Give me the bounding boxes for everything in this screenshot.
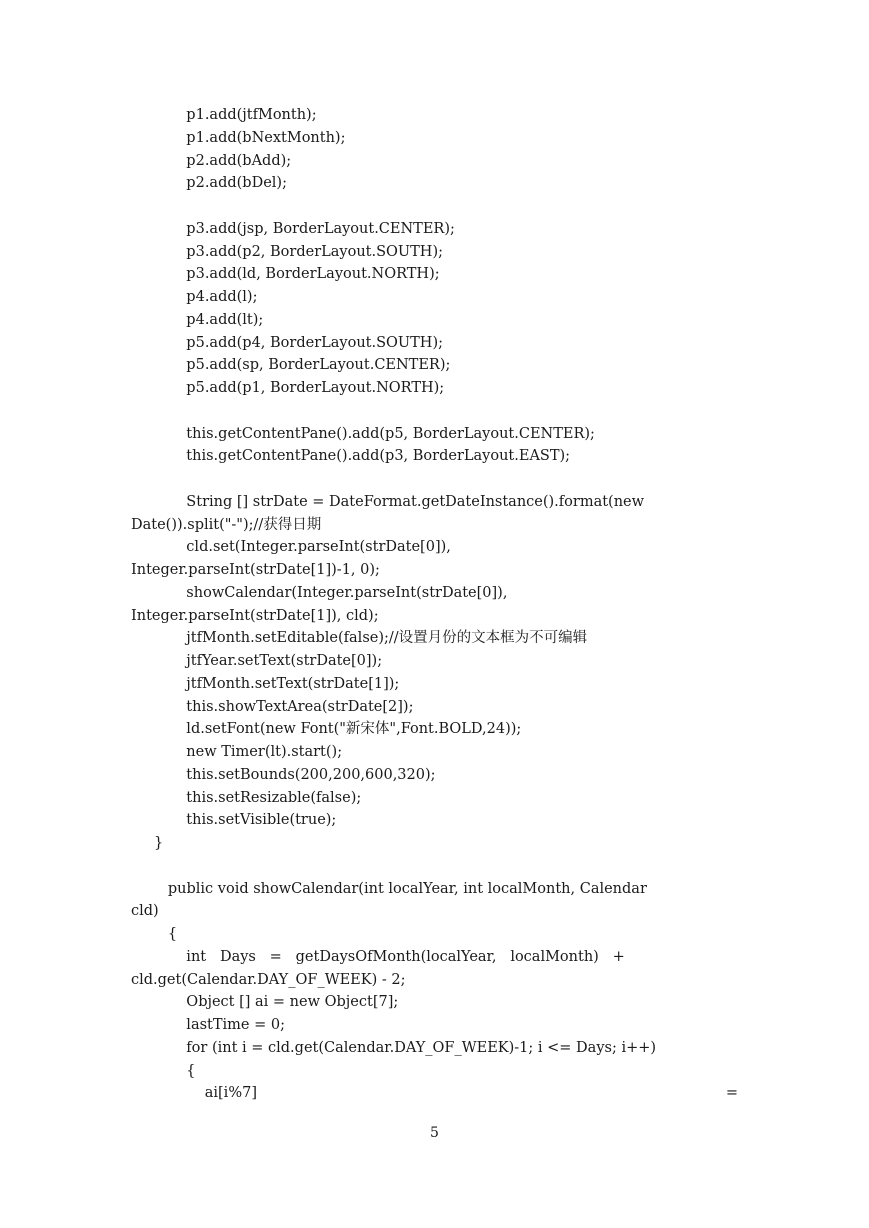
code-line: p2.add(bDel); [131,175,287,192]
code-line: Integer.parseInt(strDate[1]), cld); [131,607,379,624]
code-line: } [131,835,164,851]
code-line: this.setVisible(true); [131,812,337,829]
code-line: this.setResizable(false); [131,789,362,806]
code-line: Date()).split("-");//获得日期 [131,516,322,533]
code-line: p3.add(p2, BorderLayout.SOUTH); [131,243,443,260]
code-line: jtfMonth.setText(strDate[1]); [131,675,400,692]
code-line: p4.add(l); [131,289,258,305]
code-line [131,195,741,218]
code-line: jtfYear.setText(strDate[0]); [131,653,383,669]
code-line: this.showTextArea(strDate[2]); [131,698,414,715]
page-number: 5 [430,1125,439,1141]
code-line: this.setBounds(200,200,600,320); [131,766,436,783]
code-line: public void showCalendar(int localYear, int localMonth, Calendar [131,880,647,897]
code-line: int Days = getDaysOfMonth(localYear, localMonth) + [131,948,625,965]
code-line: p1.add(jtfMonth); [131,107,317,123]
code-line: for (int i = cld.get(Calendar.DAY_OF_WEEK)-1; i <= Days; i++) [131,1039,657,1056]
code-line: p3.add(ld, BorderLayout.NORTH); [131,266,440,283]
code-line-last-left: ai[i%7] [131,1085,257,1102]
code-line: p4.add(lt); [131,311,264,328]
code-line: { [131,926,178,942]
code-line-last [131,1082,738,1105]
code-line: cld) [131,903,159,920]
code-line [131,855,741,878]
code-block [131,104,741,1082]
code-line [131,400,741,423]
code-line: this.getContentPane().add(p3, BorderLayout.EAST); [131,448,571,465]
code-line: new Timer(lt).start(); [131,744,343,760]
code-line: ld.setFont(new Font("新宋体",Font.BOLD,24)); [131,721,522,738]
code-line: Object [] ai = new Object[7]; [131,994,399,1011]
code-line: String [] strDate = DateFormat.getDateInstance().format(new [131,493,645,510]
code-line: jtfMonth.setEditable(false);//设置月份的文本框为不可编辑 [131,630,588,647]
code-line: cld.get(Calendar.DAY_OF_WEEK) - 2; [131,971,406,988]
code-line: this.getContentPane().add(p5, BorderLayout.CENTER); [131,425,595,442]
code-line: p2.add(bAdd); [131,152,292,169]
code-line [131,468,741,491]
code-line: p5.add(p1, BorderLayout.NORTH); [131,380,445,396]
code-line: p5.add(p4, BorderLayout.SOUTH); [131,334,443,351]
code-line: p3.add(jsp, BorderLayout.CENTER); [131,220,455,237]
code-line: { [131,1062,196,1079]
code-line: Integer.parseInt(strDate[1])-1, 0); [131,562,380,578]
code-line: lastTime = 0; [131,1017,285,1033]
code-line-last-right: = [725,1085,738,1102]
code-line: cld.set(Integer.parseInt(strDate[0]), [131,539,451,556]
code-line: showCalendar(Integer.parseInt(strDate[0]), [131,584,508,601]
code-line: p1.add(bNextMonth); [131,129,346,146]
code-line: p5.add(sp, BorderLayout.CENTER); [131,357,451,374]
